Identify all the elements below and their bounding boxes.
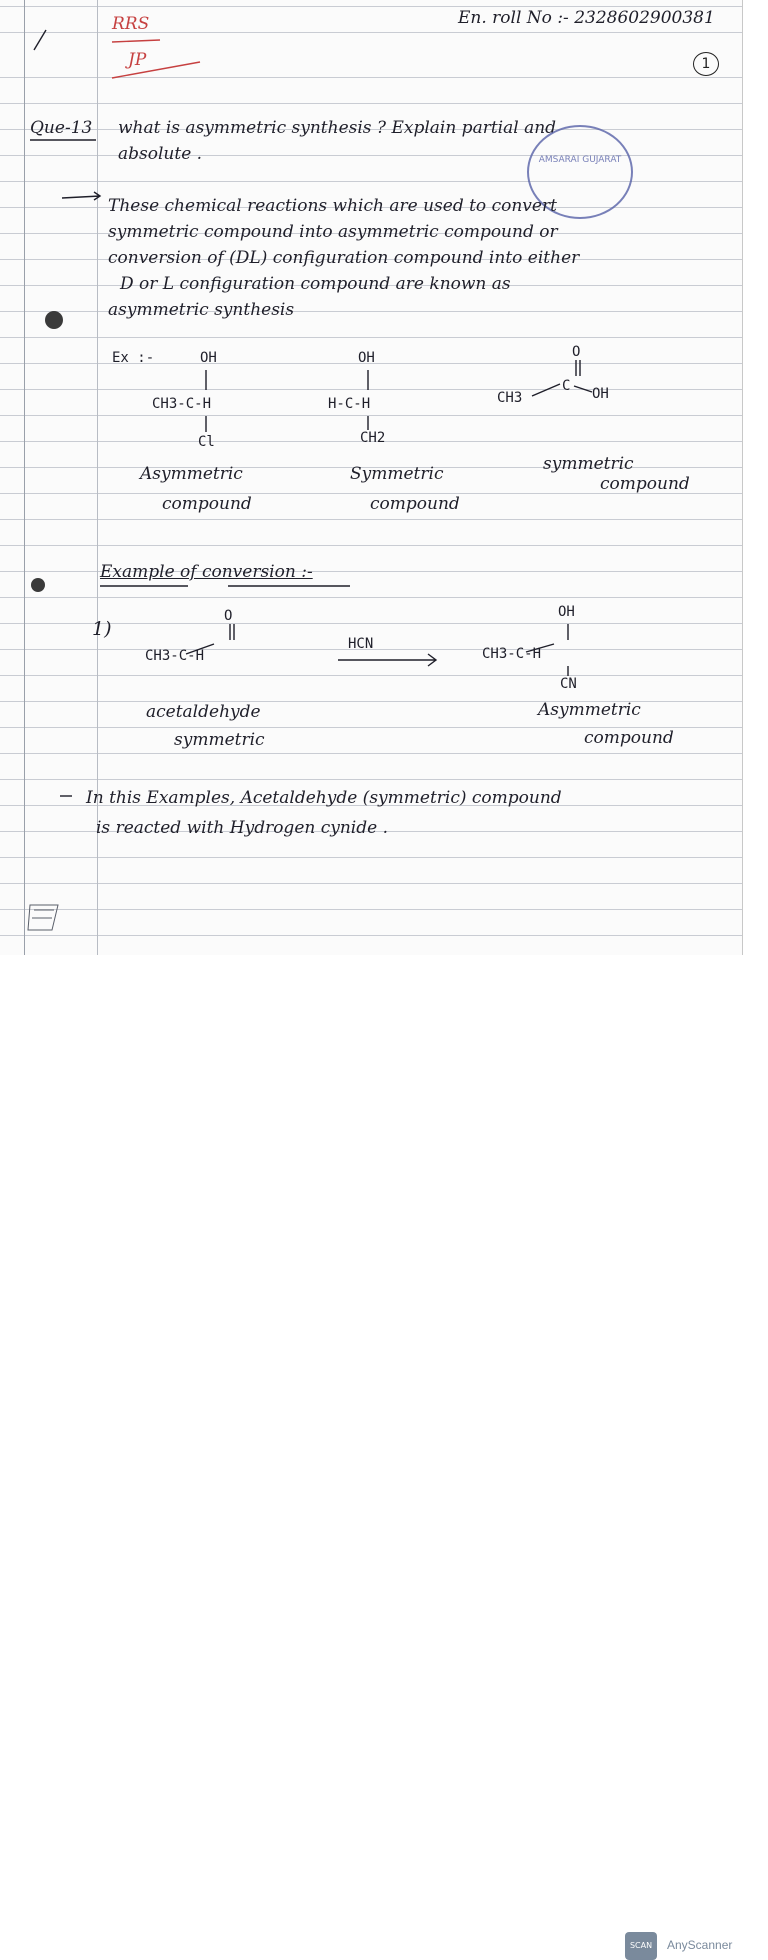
example-caption: compound [162, 494, 252, 514]
conversion-heading: Example of conversion :- [100, 562, 313, 582]
product-name: Asymmetric [538, 700, 641, 720]
answer-line: symmetric compound into asymmetric compound or [108, 222, 558, 242]
conclusion-line: In this Examples, Acetaldehyde (symmetric) compound [86, 788, 562, 808]
formula-group: OH [358, 350, 375, 366]
question-line: what is asymmetric synthesis ? Explain partial and [118, 118, 557, 138]
reagent: HCN [348, 636, 374, 652]
formula-group: CH3 [497, 390, 523, 406]
formula-main: CH3-C-H [152, 396, 212, 412]
institution-stamp: AMSARAI GUJARAT [527, 125, 633, 219]
scan-footer [0, 955, 768, 1952]
step-number: 1) [92, 618, 112, 640]
formula-group: OH [592, 386, 609, 402]
formula-group: CN [560, 676, 577, 692]
example-caption: Symmetric [350, 464, 444, 484]
example-caption: Asymmetric [140, 464, 243, 484]
question-label: Que-13 [30, 118, 93, 138]
formula-group: O [572, 344, 581, 360]
scanner-brand: AnyScanner [667, 1938, 733, 1952]
formula-group: O [224, 608, 233, 624]
formula-group: Cl [198, 434, 215, 450]
example-caption: compound [370, 494, 460, 514]
question-line: absolute . [118, 144, 203, 164]
answer-line: conversion of (DL) configuration compound into either [108, 248, 580, 268]
reactant-name: acetaldehyde [146, 702, 261, 722]
answer-line: asymmetric synthesis [108, 300, 295, 320]
example-prefix: Ex :- [112, 350, 155, 366]
reactant-name: symmetric [174, 730, 265, 750]
ink-strokes [0, 0, 742, 955]
roll-number: En. roll No :- 2328602900381 [458, 8, 715, 28]
example-caption: compound [600, 474, 690, 494]
formula-main: CH3-C-H [482, 646, 542, 662]
conclusion-line: is reacted with Hydrogen cynide . [96, 818, 388, 838]
example-caption: symmetric [543, 454, 634, 474]
notebook-page [0, 0, 743, 955]
formula-group: OH [200, 350, 217, 366]
product-name: compound [584, 728, 674, 748]
formula-main: C [562, 378, 571, 394]
answer-line: D or L configuration compound are known as [120, 274, 511, 294]
initials-1: RRS [112, 14, 150, 34]
answer-line: These chemical reactions which are used to convert [108, 196, 557, 216]
scanner-logo-icon: SCAN [625, 1932, 657, 1960]
page-number: 1 [693, 52, 719, 76]
formula-group: OH [558, 604, 575, 620]
formula-main: H-C-H [328, 396, 371, 412]
formula-group: CH2 [360, 430, 386, 446]
initials-2: JP [128, 50, 147, 70]
formula-main: CH3-C-H [145, 648, 205, 664]
